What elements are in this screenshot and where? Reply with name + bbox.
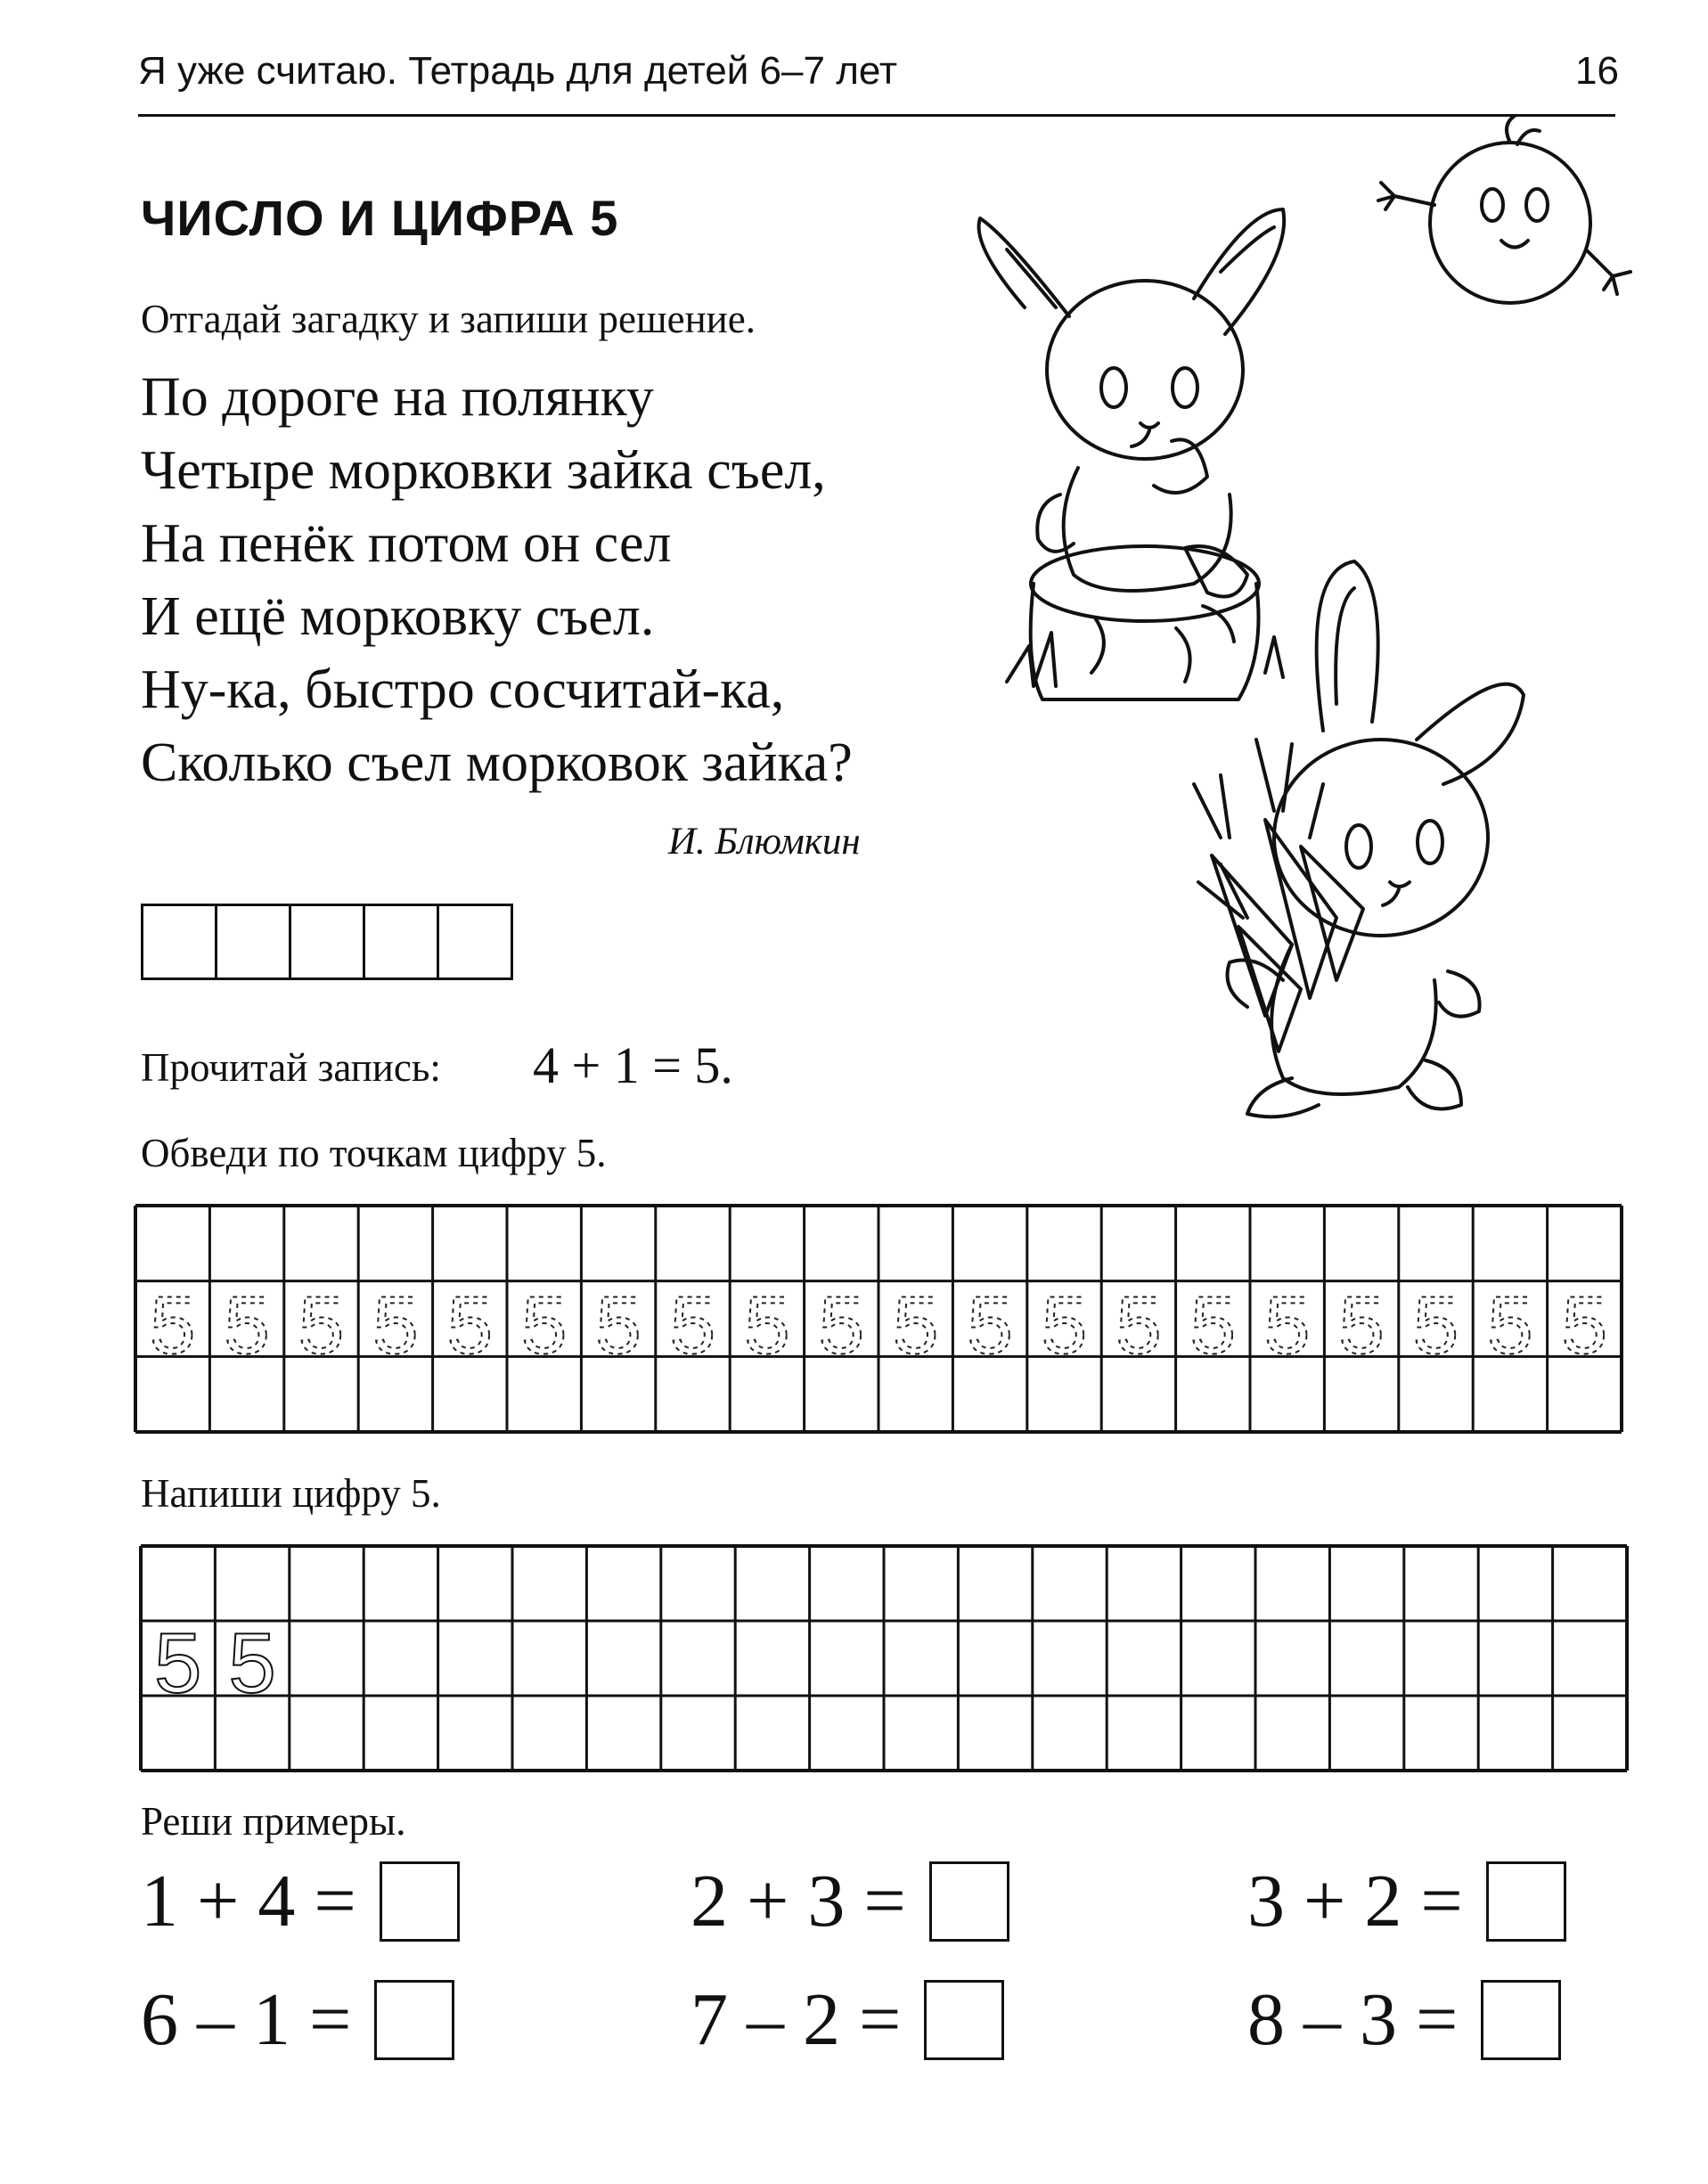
example-expression: 3 + 2 = [1247, 1860, 1463, 1943]
answer-box[interactable] [924, 1980, 1004, 2060]
trace-digit[interactable]: 5 [1041, 1280, 1088, 1371]
trace-digit[interactable]: 5 [595, 1280, 642, 1371]
trace-digit[interactable]: 5 [224, 1280, 270, 1371]
answer-box[interactable] [380, 1861, 460, 1942]
trace-digit[interactable]: 5 [1561, 1280, 1607, 1371]
poem-line: Четыре морковки зайка съел, [141, 440, 826, 501]
trace-digit[interactable]: 5 [521, 1280, 568, 1371]
write-instruction: Напиши цифру 5. [141, 1471, 441, 1516]
trace-digit[interactable]: 5 [744, 1280, 790, 1371]
read-instruction: Прочитай запись: [141, 1045, 441, 1090]
answer-cell[interactable] [291, 906, 365, 977]
trace-digit[interactable]: 5 [893, 1280, 939, 1371]
trace-digit[interactable]: 5 [1487, 1280, 1533, 1371]
trace-digit[interactable]: 5 [669, 1280, 716, 1371]
example-expression: 7 – 2 = [691, 1978, 902, 2061]
riddle-answer-cells[interactable] [141, 904, 513, 980]
trace-digit[interactable]: 5 [1264, 1280, 1311, 1371]
answer-cell[interactable] [439, 906, 511, 977]
answer-box[interactable] [929, 1861, 1009, 1942]
answer-box[interactable] [374, 1980, 454, 2060]
example-expression: 2 + 3 = [691, 1860, 906, 1943]
answer-cell[interactable] [365, 906, 439, 977]
trace-digit[interactable]: 5 [372, 1280, 419, 1371]
poem-line: На пенёк потом он сел [141, 513, 672, 574]
example-5 [691, 1976, 1004, 2063]
poem-line: Ну-ка, быстро сосчитай-ка, [141, 659, 785, 720]
example-4 [141, 1976, 454, 2063]
sample-digit: 5 [228, 1616, 276, 1711]
trace-digit[interactable]: 5 [1116, 1280, 1162, 1371]
example-expression: 1 + 4 = [141, 1860, 356, 1943]
trace-instruction: Обведи по точкам цифру 5. [141, 1131, 607, 1175]
trace-digit[interactable]: 5 [1189, 1280, 1236, 1371]
trace-digit[interactable]: 5 [298, 1280, 345, 1371]
example-2 [691, 1858, 1009, 1944]
trace-digit[interactable]: 5 [1412, 1280, 1459, 1371]
example-expression: 6 – 1 = [141, 1978, 352, 2061]
page-number: 16 [1575, 49, 1619, 93]
riddle-instruction: Отгадай загадку и запиши решение. [141, 297, 756, 341]
trace-digit[interactable]: 5 [1338, 1280, 1385, 1371]
header-divider [138, 114, 1615, 117]
answer-box[interactable] [1481, 1980, 1561, 2060]
poem-line: И ещё морковку съел. [141, 586, 655, 647]
header-title: Я уже считаю. Тетрадь для детей 6–7 лет [138, 49, 898, 93]
trace-digit[interactable]: 5 [150, 1280, 196, 1371]
poem-line: Сколько съел морковок зайка? [141, 732, 853, 793]
poem-author: И. Блюмкин [668, 821, 861, 863]
example-1 [141, 1858, 460, 1944]
poem-line: По дороге на полянку [141, 367, 654, 428]
bunny-with-carrots-illustration [1132, 552, 1524, 1123]
read-expression: 4 + 1 = 5. [533, 1036, 733, 1094]
section-title: ЧИСЛО И ЦИФРА 5 [141, 190, 619, 246]
example-6 [1247, 1976, 1561, 2063]
write-grid[interactable] [141, 1546, 1627, 1771]
answer-cell[interactable] [217, 906, 291, 977]
kolobok-illustration [1377, 125, 1635, 330]
riddle-poem [141, 361, 853, 799]
sample-digit: 5 [154, 1616, 202, 1711]
trace-grid[interactable] [135, 1206, 1622, 1432]
trace-digit[interactable]: 5 [446, 1280, 493, 1371]
solve-instruction: Реши примеры. [141, 1799, 406, 1844]
trace-digit[interactable]: 5 [818, 1280, 864, 1371]
example-expression: 8 – 3 = [1247, 1978, 1459, 2061]
example-3 [1247, 1858, 1566, 1944]
answer-box[interactable] [1486, 1861, 1566, 1942]
trace-digit[interactable]: 5 [967, 1280, 1013, 1371]
answer-cell[interactable] [143, 906, 217, 977]
